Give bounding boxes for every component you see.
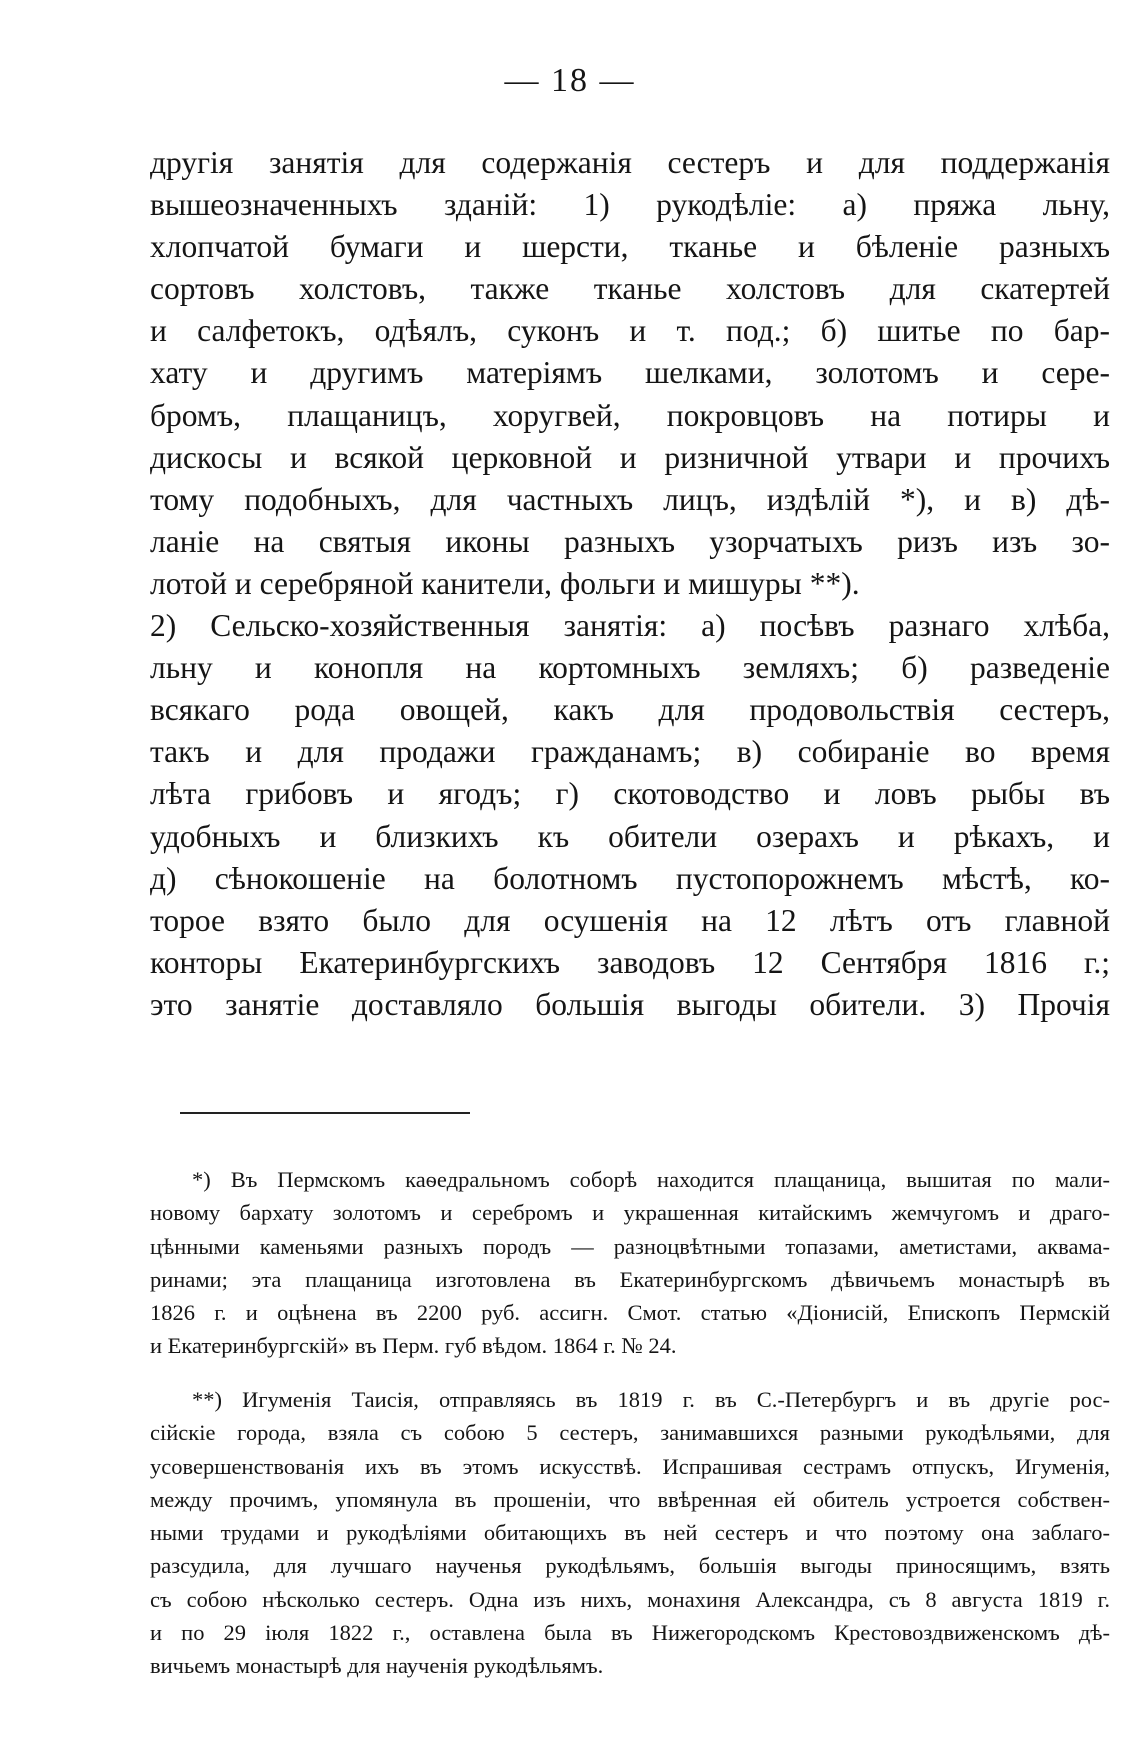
footnote-line: 1826 г. и оцѣнена въ 2200 руб. ассигн. Смот. статью «Діонисій, Епископъ Пермскій bbox=[150, 1300, 1110, 1326]
text-line: другія занятія для содержанія сестеръ и для поддержанія bbox=[150, 145, 1110, 180]
footnote-line: новому бархату золотомъ и серебромъ и украшенная китайскимъ жемчугомъ и драго- bbox=[150, 1200, 1110, 1226]
text-line: дискосы и всякой церковной и ризничной утвари и прочихъ bbox=[150, 439, 1110, 475]
footnote-line: и по 29 іюля 1822 г., оставлена была въ Нижегородскомъ Крестовоздвиженскомъ дѣ- bbox=[150, 1620, 1110, 1646]
text-line: льну и конопля на кортомныхъ земляхъ; б) разведеніе bbox=[150, 650, 1110, 686]
footnote-line: между прочимъ, упомянула въ прошеніи, что ввѣренная ей обитель устроется собствен- bbox=[150, 1486, 1110, 1512]
text-line: такъ и для продажи гражданамъ; в) собираніе во время bbox=[150, 734, 1110, 770]
text-line: д) сѣнокошеніе на болотномъ пустопорожнемъ мѣстѣ, ко- bbox=[150, 860, 1110, 896]
footnote-line: ринами; эта плащаница изготовлена въ Екатеринбургскомъ дѣвичьемъ монастырѣ въ bbox=[150, 1266, 1110, 1292]
text-line: сортовъ холстовъ, также тканье холстовъ для скатертей bbox=[150, 271, 1110, 307]
footnote-line: разсудила, для лучшаго наученья рукодѣльямъ, большія выгоды приносящимъ, взять bbox=[150, 1553, 1110, 1579]
main-text bbox=[150, 142, 1110, 1026]
footnote-1 bbox=[150, 1163, 1110, 1363]
text-line: торое взято было для осушенія на 12 лѣтъ отъ главной bbox=[150, 902, 1110, 938]
page-number: — 18 — bbox=[504, 62, 636, 99]
text-line: лотой и серебряной канители, фольги и мишуры **). bbox=[150, 565, 860, 601]
text-line: вышеозначенныхъ зданій: 1) рукодѣліе: а) пряжа льну, bbox=[150, 187, 1110, 223]
text-line: удобныхъ и близкихъ къ обители озерахъ и рѣкахъ, и bbox=[150, 818, 1110, 854]
footnote-line: ными трудами и рукодѣліями обитающихъ въ ней сестеръ и что поэтому она заблаго- bbox=[150, 1520, 1110, 1546]
footnote-line: сійскіе города, взяла съ собою 5 сестеръ, занимавшихся разными рукодѣльями, для bbox=[150, 1420, 1110, 1446]
text-line: это занятіе доставляло большія выгоды обители. 3) Прочія bbox=[150, 986, 1110, 1022]
text-line: лѣта грибовъ и ягодъ; г) скотоводство и ловъ рыбы въ bbox=[150, 776, 1110, 812]
text-line: конторы Екатеринбургскихъ заводовъ 12 Сентября 1816 г.; bbox=[150, 944, 1110, 980]
text-line: тому подобныхъ, для частныхъ лицъ, издѣлій *), и в) дѣ- bbox=[150, 481, 1110, 517]
text-line: бромъ, плащаницъ, хоругвей, покровцовъ на потиры и bbox=[150, 397, 1110, 433]
footnote-line: цѣнными каменьями разныхъ породъ — разноцвѣтными топазами, аметистами, аквама- bbox=[150, 1233, 1110, 1259]
text-line: всякаго рода овощей, какъ для продовольствія сестеръ, bbox=[150, 692, 1110, 728]
footnote-line: вичьемъ монастырѣ для наученія рукодѣльямъ. bbox=[150, 1653, 604, 1679]
text-line: хату и другимъ матеріямъ шелками, золотомъ и сере- bbox=[150, 355, 1110, 391]
text-line: хлопчатой бумаги и шерсти, тканье и бѣленіе разныхъ bbox=[150, 229, 1110, 265]
footnote-line: *) Въ Пермскомъ каѳедральномъ соборѣ находится плащаница, вышитая по мали- bbox=[192, 1167, 1110, 1192]
footnote-line: и Екатеринбургскій» въ Перм. губ вѣдом. 1864 г. № 24. bbox=[150, 1333, 677, 1359]
text-line: ланіе на святыя иконы разныхъ узорчатыхъ ризъ изъ зо- bbox=[150, 523, 1110, 559]
footnote-line: усовершенствованія ихъ въ этомъ искусствѣ. Испрашивая сестрамъ отпускъ, Игуменія, bbox=[150, 1453, 1110, 1479]
footnote-line: **) Игуменія Таисія, отправляясь въ 1819 г. въ С.-Петербургъ и въ другіе рос- bbox=[192, 1387, 1110, 1412]
footnote-line: съ собою нѣсколько сестеръ. Одна изъ нихъ, монахиня Александра, съ 8 августа 1819 г. bbox=[150, 1586, 1110, 1612]
footnote-divider bbox=[180, 1112, 470, 1114]
text-line: и салфетокъ, одѣялъ, суконъ и т. под.; б) шитье по бар- bbox=[150, 313, 1110, 349]
text-line: 2) Сельско-хозяйственныя занятія: а) посѣвъ разнаго хлѣба, bbox=[150, 608, 1110, 644]
footnote-2 bbox=[150, 1383, 1110, 1683]
